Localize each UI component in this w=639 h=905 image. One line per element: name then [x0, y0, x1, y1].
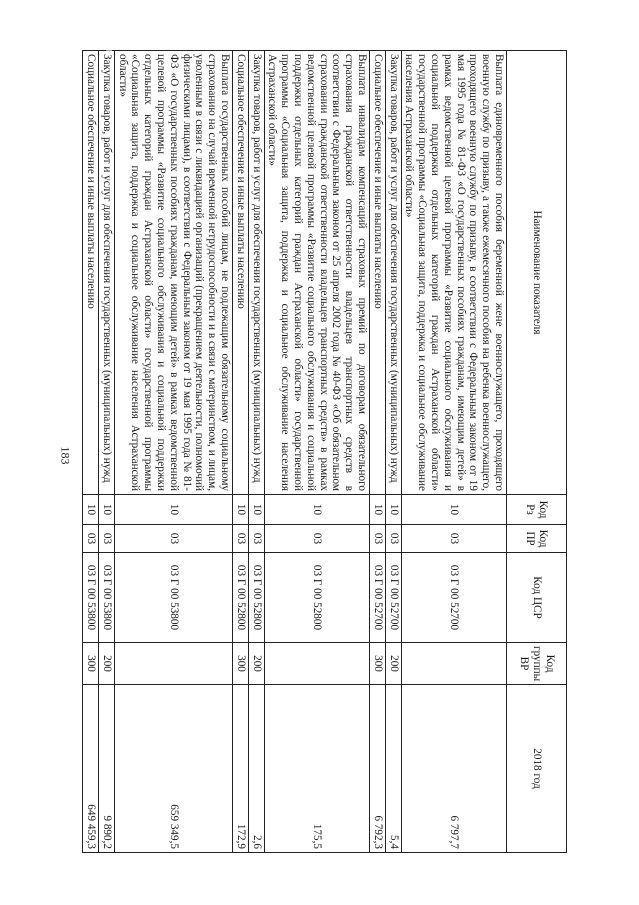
- header-pr: Код ПР: [507, 525, 567, 553]
- cell-name: Выплата инвалидам компенсаций страховых премий по договорам обязательного страхования гражданской ответственности владельцев транспортных средств в соответствии с Федеральным законом от 25 апреля 2002 года № 40-ФЗ «Об обязательном страховании гражданской ответственности владельцев транспортных средств» в рамках ведомственной целевой программы «Развитие социального обслуживания и социальной поддержки отдельных категорий граждан Астраханской области» государственной программы «Социальная защита, поддержка и социальное обслуживание населения Астраханской области»: [264, 51, 369, 495]
- cell-pr: 03: [83, 525, 99, 553]
- cell-year: 175,5: [264, 685, 369, 853]
- cell-name: Закупка товаров, работ и услуг для обеспечения государственных (муниципальных) нужд: [99, 51, 115, 495]
- cell-year: 9 890,2: [99, 685, 115, 853]
- cell-vr: 300: [370, 643, 386, 685]
- header-row: [507, 51, 567, 853]
- cell-rz: 10: [385, 495, 401, 525]
- table-body: [83, 51, 507, 853]
- rotated-page: [85, 50, 567, 852]
- cell-pr: 03: [370, 525, 386, 553]
- cell-name: Социальное обеспечение и иные выплаты населению: [83, 51, 99, 495]
- cell-rz: 10: [83, 495, 99, 525]
- table-wrapper: [85, 50, 567, 852]
- table-continuation-line: [106, 50, 112, 853]
- cell-name: Закупка товаров, работ и услуг для обеспечения государственных (муниципальных) нужд: [385, 51, 401, 495]
- cell-year: 6 792,3: [370, 685, 386, 853]
- cell-rz: 10: [99, 495, 115, 525]
- cell-pr: 03: [114, 525, 232, 553]
- header-name: Наименование показателя: [507, 51, 567, 495]
- cell-vr: 200: [99, 643, 115, 685]
- cell-csr: 03 Г 00 52700: [385, 553, 401, 643]
- table-row: [401, 51, 506, 853]
- cell-year: 5,4: [385, 685, 401, 853]
- header-rz: Код Рз: [507, 495, 567, 525]
- cell-csr: 03 Г 00 52800: [248, 553, 264, 643]
- table-row: [370, 51, 386, 853]
- cell-year: 172,9: [233, 685, 249, 853]
- cell-rz: 10: [370, 495, 386, 525]
- cell-name: Выплата единовременного пособия беременной жене военнослужащего, проходящего военную службу по призыву, а также ежемесячного пособия на ребенка военнослужащего, проходящего военную службу по призыву, в соответствии с Федеральным законом от 19 мая 1995 года № 81-ФЗ «О государственных пособиях гражданам, имеющим детей» в рамках ведомственной целевой программы «Развитие социального обслуживания и социальной поддержки отдельных категорий граждан Астраханской области» государственной программы «Социальная защита, поддержка и социальное обслуживание населения Астраханской области»: [401, 51, 506, 495]
- header-year: 2018 год: [507, 685, 567, 853]
- cell-name: Социальное обеспечение и иные выплаты населению: [233, 51, 249, 495]
- table-row: [83, 51, 99, 853]
- header-vr: Код группы ВР: [507, 643, 567, 685]
- cell-vr: 200: [248, 643, 264, 685]
- cell-year: 6 797,7: [401, 685, 506, 853]
- cell-pr: 03: [99, 525, 115, 553]
- cell-csr: 03 Г 00 53800: [114, 553, 232, 643]
- cell-csr: 03 Г 00 52800: [264, 553, 369, 643]
- cell-rz: 10: [264, 495, 369, 525]
- page-number: 183: [58, 446, 73, 465]
- cell-csr: 03 Г 00 53800: [83, 553, 99, 643]
- cell-name: Выплата государственных пособий лицам, не подлежащим обязательному социальному страхованию на случай временной нетрудоспособности и в связи с материнством, и лицам, уволенным в связи с ликвидацией организаций (прекращением деятельности, полномочий физическими лицами), в соответствии с Федеральным законом от 19 мая 1995 года № 81-ФЗ «О государственных пособиях гражданам, имеющим детей» в рамках ведомственной целевой программы «Развитие социального обслуживания и социальной поддержки отдельных категорий граждан Астраханской области» государственной программы «Социальная защита, поддержка и социальное обслуживание населения Астраханской области»: [114, 51, 232, 495]
- cell-vr: 300: [233, 643, 249, 685]
- header-csr: Код ЦСР: [507, 553, 567, 643]
- cell-pr: 03: [248, 525, 264, 553]
- table-row: [233, 51, 249, 853]
- cell-rz: 10: [248, 495, 264, 525]
- cell-pr: 03: [264, 525, 369, 553]
- cell-vr: 300: [83, 643, 99, 685]
- table-row: [264, 51, 369, 853]
- cell-csr: 03 Г 00 52700: [401, 553, 506, 643]
- table-row: [385, 51, 401, 853]
- budget-table: [82, 50, 567, 853]
- cell-name: Социальное обеспечение и иные выплаты населению: [370, 51, 386, 495]
- cell-pr: 03: [401, 525, 506, 553]
- cell-rz: 10: [233, 495, 249, 525]
- cell-year: 2,6: [248, 685, 264, 853]
- cell-csr: 03 Г 00 53800: [99, 553, 115, 643]
- cell-vr: [264, 643, 369, 685]
- cell-year: 649 459,3: [83, 685, 99, 853]
- cell-rz: 10: [401, 495, 506, 525]
- cell-vr: 200: [385, 643, 401, 685]
- table-row: [114, 51, 232, 853]
- cell-pr: 03: [233, 525, 249, 553]
- cell-name: Закупка товаров, работ и услуг для обеспечения государственных (муниципальных) нужд: [248, 51, 264, 495]
- cell-vr: [401, 643, 506, 685]
- cell-csr: 03 Г 00 52800: [233, 553, 249, 643]
- cell-year: 659 349,5: [114, 685, 232, 853]
- cell-vr: [114, 643, 232, 685]
- table-row: [248, 51, 264, 853]
- cell-rz: 10: [114, 495, 232, 525]
- cell-pr: 03: [385, 525, 401, 553]
- cell-csr: 03 Г 00 52700: [370, 553, 386, 643]
